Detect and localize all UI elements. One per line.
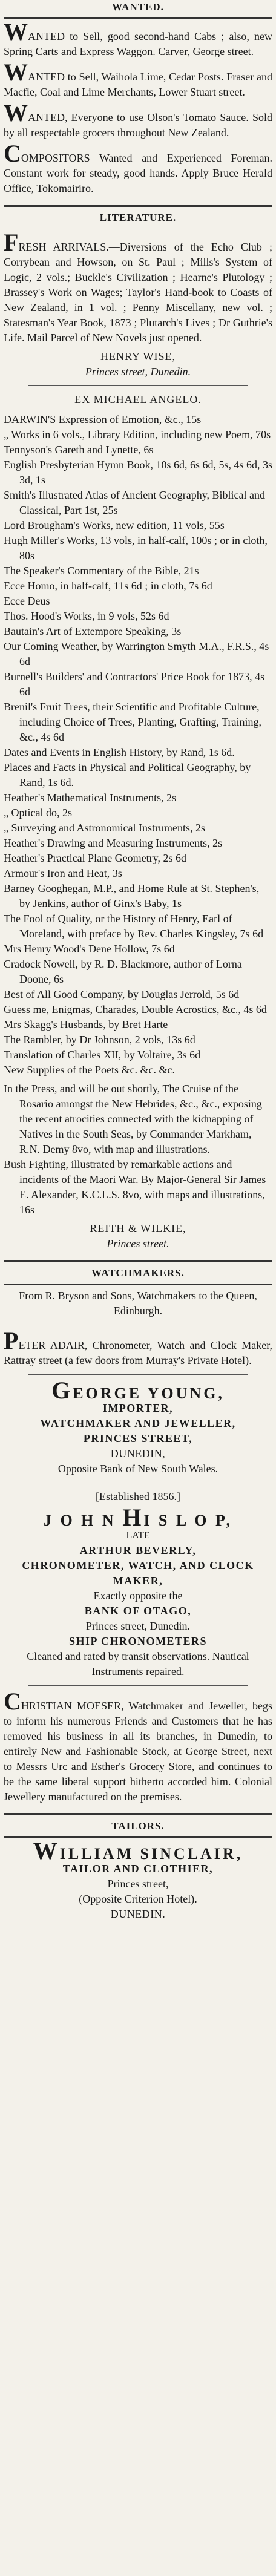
book-list-item: Barney Googhegan, M.P., and Home Rule at St. Stephen's, by Jenkins, author of Ginx's Baby, 1s (4, 882, 260, 909)
book-list-item: Places and Facts in Physical and Political Geography, by Rand, 1s 6d. (4, 761, 251, 788)
book-list-item: Translation of Charles XII, by Voltaire, 3s 6d (4, 1049, 201, 1061)
section-divider (4, 205, 272, 207)
ad-compositors (4, 140, 272, 196)
book-list-item: The Speaker's Commentary of the Bible, 21s (4, 565, 199, 577)
press-note: In the Press, and will be out shortly, The Cruise of the Rosario amongst the New Hebrides, &c., &c., exposing the recent atrocities connected with the kidnapping of Natives in the South Seas, by Commander Markham, R.N. Demy 8vo, with map and illustrations. (4, 1083, 262, 1155)
book-list-item: Ecce Deus (4, 595, 50, 607)
ad-bryson (4, 1288, 272, 1319)
book-list-item: Hugh Miller's Works, 13 vols, in half-calf, 100s ; or in cloth, 80s (4, 534, 268, 562)
ad-text: From R. Bryson and Sons, Watchmakers to the Queen, Edinburgh. (19, 1290, 257, 1317)
book-list-item: Mrs Skagg's Husbands, by Bret Harte (4, 1018, 168, 1031)
book-list-item: Brenil's Fruit Trees, their Scientific and Profitable Culture, including Choice of Trees, Planting, Grafting, Training, &c., 4s 6d (4, 701, 261, 743)
hislop-rates: Cleaned and rated by transit observations. Nautical Instruments repaired. (27, 1650, 249, 1677)
section-title-tailors: TAILORS. (4, 1819, 272, 1838)
hislop-beverly: ARTHUR BEVERLY, (79, 1544, 197, 1556)
sinclair-street: Princes street, (107, 1878, 169, 1890)
hislop-first-name: J O H N (43, 1512, 116, 1529)
dropcap: C (4, 140, 21, 167)
ad-john-hislop (4, 1489, 272, 1679)
hislop-last-name: I S L O P, (143, 1512, 233, 1529)
ad-text: HRISTIAN MOESER, Watchmaker and Jeweller, begs to inform his numerous Friends and Customers that he has removed his business in all its branches, in Dunedin, to entirely New and Fashionable Stock, at George Street, next to Messrs Urc and Esther's Grocery Store, and continues to be the same liberal support hitherto accorded him. Colonial Jewellery manufactured on the premises. (4, 1700, 272, 1803)
advertiser-address: Princes street, Dunedin. (85, 365, 191, 378)
book-list-item: Tennyson's Gareth and Lynette, 6s (4, 444, 154, 456)
dropcap: F (4, 229, 19, 256)
hislop-ship-chronometers: SHIP CHRONOMETERS (68, 1635, 208, 1647)
ad-christian-moeser (4, 1688, 272, 1804)
book-list (4, 412, 272, 1078)
divider (28, 1374, 248, 1375)
book-list-item: Burnell's Builders' and Contractors' Price Book for 1873, 4s 6d (4, 670, 265, 698)
section-title-literature: LITERATURE. (4, 211, 272, 229)
book-list-item: „ Optical do, 2s (4, 807, 72, 819)
ad-text: ANTED to Sell, good second-hand Cabs ; also, new Spring Carts and Express Waggon. Carver, George street. (4, 30, 272, 57)
ad-text: OMPOSITORS Wanted and Experienced Foreman. Constant work for steady, good hands. Apply Bruce Herald Office, Tokomairiro. (4, 152, 272, 194)
book-list-item: Guess me, Enigmas, Charades, Double Acrostics, &c., 4s 6d (4, 1003, 267, 1015)
ad-lime (4, 59, 272, 100)
book-list-item: Heather's Practical Plane Geometry, 2s 6d (4, 852, 186, 864)
signature (4, 349, 272, 379)
section-title-wanted: WANTED. (4, 0, 272, 19)
dropcap: W (33, 1837, 60, 1864)
book-list-item: Thos. Hood's Works, in 9 vols, 52s 6d (4, 610, 169, 622)
book-list-item: „ Works in 6 vols., Library Edition, including new Poem, 70s (4, 428, 271, 441)
book-list-item: Lord Brougham's Works, new edition, 11 vols, 55s (4, 519, 225, 531)
dropcap: H (122, 1504, 144, 1531)
ad-tomato-sauce (4, 99, 272, 140)
section-divider (4, 1260, 272, 1262)
book-list-item: Mrs Henry Wood's Dene Hollow, 7s 6d (4, 943, 175, 955)
hislop-street: Princes street, Dunedin. (86, 1620, 190, 1632)
ad-text: RESH ARRIVALS.—Diversions of the Echo Club ; Corrybean and Howson, on St. Paul ; Mills's System of Logic, 2 vols.; Buckle's Civilization ; Hearne's Plutology ; Brassey's Work on Wages; Taylor's Hand-book to Coasts of New Zealand, in 1 vol. ; Penny Miscellany, new vol. ; Statesman's Year Book, 1873 ; Plutarch's Lives ; Dr Guthrie's Life. Mail Parcel of New Novels just opened. (4, 241, 272, 344)
advertiser-name: EORGE YOUNG, (73, 1385, 225, 1402)
book-list-item: Armour's Iron and Heat, 3s (4, 867, 122, 879)
book-list-heading: EX MICHAEL ANGELO. (74, 393, 202, 405)
ad-peter-adair (4, 1327, 272, 1368)
hislop-opposite: Exactly opposite the (93, 1590, 183, 1602)
dropcap: W (4, 59, 28, 86)
dropcap: G (51, 1377, 73, 1404)
sinclair-trade: TAILOR AND CLOTHIER, (62, 1863, 214, 1875)
ad-text: ANTED to Sell, Waihola Lime, Cedar Posts. Fraser and Macfie, Coal and Lime Merchants, Lower Stuart street. (4, 71, 272, 98)
ad-george-young (4, 1377, 272, 1476)
hislop-trade: CHRONOMETER, WATCH, AND CLOCK MAKER, (22, 1559, 254, 1587)
hislop-bank: BANK OF OTAGO, (84, 1605, 192, 1617)
young-line: PRINCES STREET, (83, 1432, 193, 1444)
ad-text: ETER ADAIR, Chronometer, Watch and Clock Maker, Rattray street (a few doors from Murray's Private Hotel). (4, 1339, 272, 1366)
book-list-item: Ecce Homo, in half-calf, 11s 6d ; in cloth, 7s 6d (4, 580, 212, 592)
book-list-item: Heather's Mathematical Instruments, 2s (4, 791, 177, 804)
dropcap: W (4, 18, 28, 45)
book-list-item: English Presbyterian Hymn Book, 10s 6d, 6s 6d, 5s, 4s 6d, 3s 3d, 1s (4, 459, 273, 486)
book-list-item: Heather's Drawing and Measuring Instruments, 2s (4, 837, 223, 849)
ad-cabs (4, 18, 272, 59)
dropcap: C (4, 1688, 21, 1715)
book-list-item: Our Coming Weather, by Warrington Smyth M.A., F.R.S., 4s 6d (4, 640, 269, 667)
signature (4, 1221, 272, 1251)
ad-michael-angelo (4, 392, 272, 1251)
bush-fighting-note: Bush Fighting, illustrated by remarkable actions and incidents of the Maori War. By Major-General Sir James E. Alexander, K.C.L.S. 8vo, with maps and illustrations, 16s (4, 1158, 266, 1216)
advertiser-address: Princes street. (107, 1237, 169, 1250)
section-title-watchmakers: WATCHMAKERS. (4, 1266, 272, 1285)
established-note: [Established 1856.] (96, 1490, 180, 1503)
book-list-item: Cradock Nowell, by R. D. Blackmore, author of Lorna Doone, 6s (4, 958, 242, 985)
book-list-item: New Supplies of the Poets &c. &c. &c. (4, 1064, 175, 1076)
divider (28, 1685, 248, 1686)
ad-william-sinclair (4, 1837, 272, 1922)
book-list-item: „ Surveying and Astronomical Instruments, 2s (4, 822, 205, 834)
young-line: WATCHMAKER AND JEWELLER, (40, 1417, 236, 1429)
advertiser-name: REITH & WILKIE, (90, 1222, 186, 1234)
sinclair-opposite: (Opposite Criterion Hotel). (79, 1893, 197, 1905)
dropcap: P (4, 1327, 19, 1354)
book-list-item: Best of All Good Company, by Douglas Jerrold, 5s 6d (4, 988, 240, 1000)
divider (28, 385, 248, 386)
sinclair-town: DUNEDIN. (110, 1908, 166, 1920)
young-line: Opposite Bank of New South Wales. (58, 1463, 218, 1475)
young-line: IMPORTER, (102, 1402, 174, 1414)
advertiser-name: HENRY WISE, (100, 350, 176, 362)
section-divider (4, 1813, 272, 1815)
book-list-item: Smith's Illustrated Atlas of Ancient Geography, Biblical and Classical, Part 1st, 25s (4, 489, 265, 516)
ad-fresh-arrivals (4, 229, 272, 379)
hislop-late: LATE (126, 1530, 150, 1541)
book-list-item: Bautain's Art of Extempore Speaking, 3s (4, 625, 182, 637)
book-list-item: The Rambler, by Dr Johnson, 2 vols, 13s 6d (4, 1034, 196, 1046)
young-line: DUNEDIN, (110, 1447, 166, 1460)
book-list-item: DARWIN'S Expression of Emotion, &c., 15s (4, 413, 202, 425)
dropcap: W (4, 99, 28, 126)
book-list-item: Dates and Events in English History, by Rand, 1s 6d. (4, 746, 235, 758)
book-list-item: The Fool of Quality, or the History of Henry, Earl of Moreland, with preface by Rev. Charles Kingsley, 7s 6d (4, 913, 264, 940)
ad-text: ANTED, Everyone to use Olson's Tomato Sauce. Sold by all respectable grocers throughout New Zealand. (4, 111, 272, 139)
advertiser-name: ILLIAM SINCLAIR, (59, 1845, 243, 1863)
